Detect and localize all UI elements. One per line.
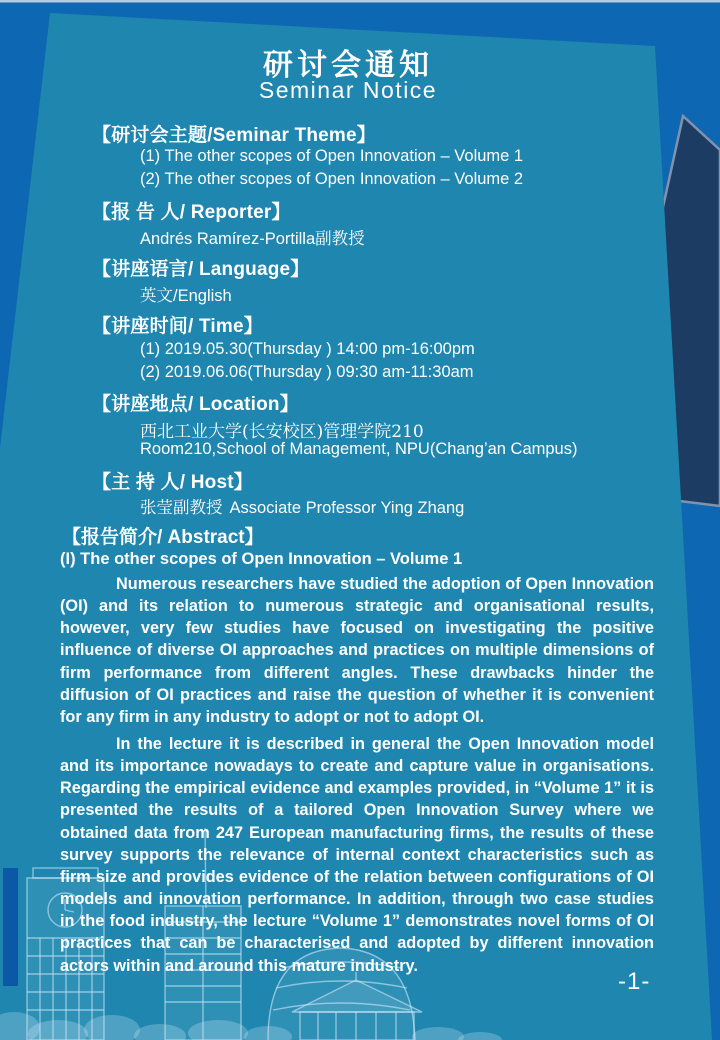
poster-title-cn: 研讨会通知 <box>263 49 433 82</box>
theme-heading: 【研讨会主题/Seminar Theme】 <box>92 125 376 146</box>
theme-item-2: (2) The other scopes of Open Innovation – Volume 2 <box>140 170 524 188</box>
location-line-cn: 西北工业大学(长安校区)管理学院210 <box>140 422 424 442</box>
language-value-en: /English <box>173 287 232 305</box>
abstract-heading: 【报告简介/ Abstract】 <box>62 527 264 548</box>
language-heading: 【讲座语言/ Language】 <box>92 259 310 280</box>
location-line-en: Room210,School of Management, NPU(Chang’an Campus) <box>140 440 578 458</box>
theme-item-1: (1) The other scopes of Open Innovation – Volume 1 <box>140 147 524 165</box>
host-name-cn: 张莹副教授 <box>140 498 223 517</box>
language-value <box>140 282 232 306</box>
host-heading: 【主 持 人/ Host】 <box>92 472 253 493</box>
host-name-en: Associate Professor Ying Zhang <box>229 499 465 517</box>
reporter-name-cn: 副教授 <box>315 229 365 248</box>
location-heading: 【讲座地点/ Location】 <box>92 394 299 415</box>
abstract-subtitle: (I) The other scopes of Open Innovation – Volume 1 <box>60 550 463 568</box>
reporter-name <box>140 225 365 249</box>
abstract-paragraph-1: Numerous researchers have studied the adoption of Open Innovation (OI) and its relation to numerous strategic and organisational results, however, very few studies have focused on investigating the positive influence of diverse OI approaches and practices on multiple dimensions of firm performance from different angles. These drawbacks hinder the diffusion of OI practices and raise the question of whether it is convenient for any firm in any industry to adopt or not to adopt OI. <box>60 575 654 726</box>
abstract-paragraph-2: In the lecture it is described in general the Open Innovation model and its importance nowadays to create and capture value in organisations. Regarding the empirical evidence and examples provided, in “Volume 1” it is presented the results of a tailored Open Innovation Survey where we obtained data from 247 European manufacturing firms, the results of these survey supports the relevance of internal context characteristics such as firm size and provides evidence of the relation between configurations of OI models and innovation performance. In addition, through two case studies in the food industry, the lecture “Volume 1” demonstrates novel forms of OI practices that can be characterised and adopted by different innovation actors within and around this mature industry. <box>60 735 654 975</box>
reporter-heading: 【报 告 人/ Reporter】 <box>92 202 291 223</box>
time-item-2: (2) 2019.06.06(Thursday ) 09:30 am-11:30am <box>140 363 474 381</box>
time-item-1: (1) 2019.05.30(Thursday ) 14:00 pm-16:00pm <box>140 340 475 358</box>
page-number: -1- <box>618 968 651 995</box>
reporter-name-latin: Andrés Ramírez-Portilla <box>140 230 316 248</box>
poster-title-en: Seminar Notice <box>258 77 438 103</box>
top-accent-line <box>0 0 720 3</box>
host-value <box>140 494 464 518</box>
time-heading: 【讲座时间/ Time】 <box>92 316 263 337</box>
language-value-cn: 英文 <box>140 286 173 305</box>
